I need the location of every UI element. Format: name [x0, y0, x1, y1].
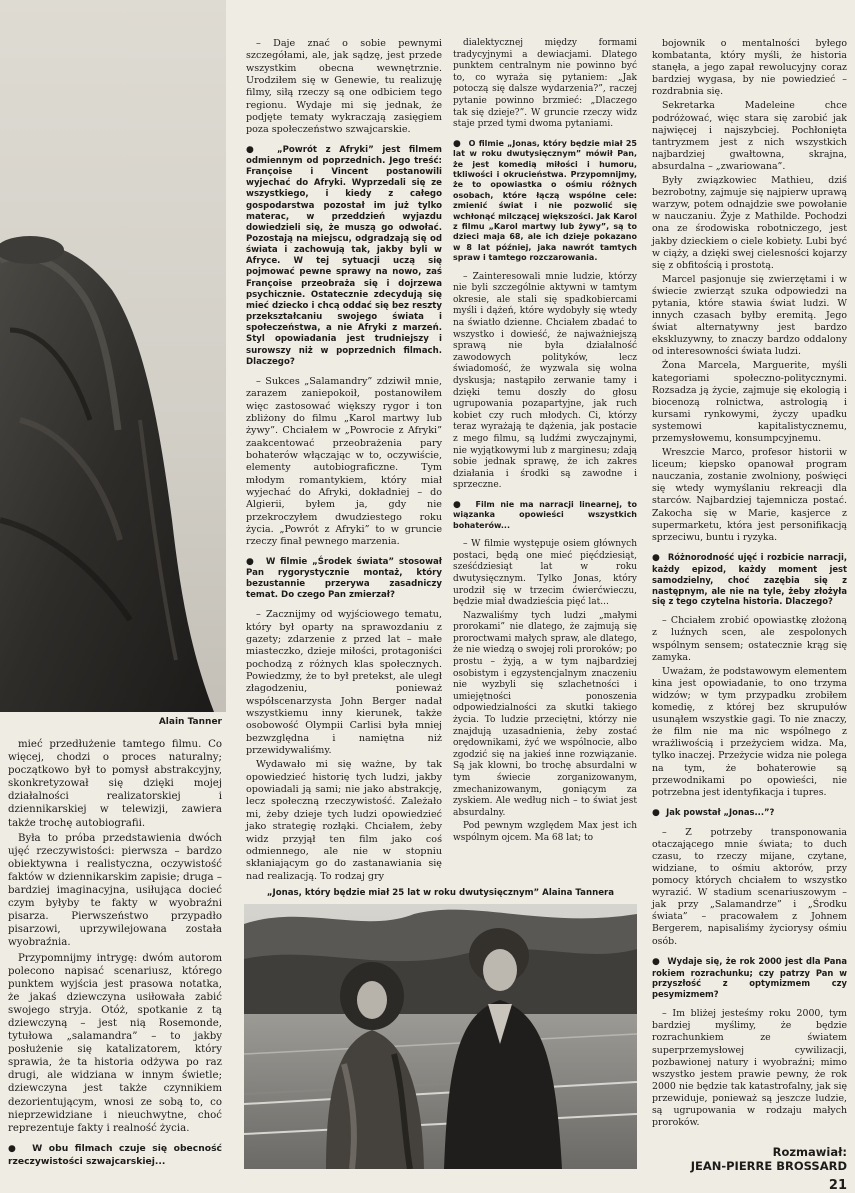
- signature-name: JEAN-PIERRE BROSSARD: [690, 1159, 847, 1173]
- still-caption: „Jonas, który będzie miał 25 lat w roku dwutysięcznym” Alaina Tannera: [266, 888, 615, 898]
- interview-paragraph: – Zainteresowali mnie ludzie, którzy nie byli szczególnie aktywni w tamtym okresie, ale stali się spadkobiercami myśli i dążeń, które wydobyły się wtedy na światło dzienne. Chciałem zbadać to wszystko i dowieść, że najważniejszą sprawą nie była działalność zawodowych polityków, lecz świadomość, że wyzwala się wolna dyskusja; nastąpiło zerwanie tamy i dzięki temu doszły do głosu ugrupowania pozapartyjne, jak ruch kobiet czy ruch młodych. Ci, którzy teraz wyrażają te dążenia, jak postacie z mego filmu, są ludźmi zwyczajnymi, nie wyjątkowymi lub z marginesu; zdają sobie jednak sprawę, że ich zakres działania i środki są zawodne i sprzeczne.: [453, 271, 637, 491]
- interview-paragraph: Były związkowiec Mathieu, dziś bezrobotny, zajmuje się najpierw uprawą warzyw, potem odnajdzie swe powołanie w nauczaniu. Żyje z Mathilde. Pochodzi ona ze środowiska robotniczego, jest jakby dzieckiem o ciele kobiety. Lubi być w ciąży, a dzięki swej cielesności kojarzy się z obfitością i prostotą.: [652, 175, 847, 271]
- interview-paragraph: Wreszcie Marco, profesor historii w liceum; kiepsko opanował program nauczania, zostanie zwolniony, poświęci się wtedy wymyślaniu rekreacji dla starców. Najbardziej tajemnicza postać. Zakocha się w Marie, kasjerce z supermarketu, która jest personifikacją sprzeciwu, buntu i ryzyka.: [652, 447, 847, 543]
- interview-question: ● Różnorodność ujęć i rozbicie narracji, każdy epizod, każdy moment jest samodzielny, choć zazębia się z następnym, ale nie na tyle, żeby złożyła się z tego czytelna historia. Dlaczego?: [652, 552, 847, 608]
- interview-paragraph: – W filmie występuje osiem głównych postaci, będą one mieć pięćdziesiąt, sześćdziesiąt lat w roku dwutysięcznym. Tylko Jonas, który urodził się w trzecim ćwierćwieczu, będzie miał dwadzieścia pięć lat...: [453, 539, 637, 608]
- text-column-4: [652, 38, 847, 1129]
- interview-paragraph: dialektycznej między formami tradycyjnymi a dewiacjami. Dlatego punktem centralnym nie powinno być to, co wyraża się pytaniem: „Jak potoczą się dalsze wydarzenia?”, raczej pytanie powinno brzmieć: „Dlaczego tak się dzieje?”. W gruncie rzeczy widz staje przed tymi dwoma pytaniami.: [453, 38, 637, 130]
- interview-paragraph: Pod pewnym względem Max jest ich wspólnym ojcem. Ma 68 lat; to: [453, 821, 637, 843]
- film-still-photo: [244, 904, 637, 1169]
- portrait-photo: [0, 0, 226, 712]
- interviewer-signature: [652, 1145, 847, 1173]
- interview-paragraph: Nazwaliśmy tych ludzi „małymi prorokami” nie dlatego, że zajmują się proroctwami małych spraw, ale dlatego, że nie wiedzą o swojej roli proroków; po prostu – żyją, a w tym najbardziej osobistym i egzystencjalnym znaczeniu nie wyzbyli się szlachetności i umiejętności ponoszenia odpowiedzialności za skutki takiego życia. To ludzie przeciętni, którzy nie znajdują uzasadnienia, żeby zostać orędownikami, żyć we wspólnocie, albo zgodzić się na jakieś inne rozwiązanie. Są jak klowni, bo trochę absurdalni w tym świecie zorganizowanym, zmechanizowanym, goniącym za zyskiem. Ale według nich – to świat jest absurdalny.: [453, 610, 637, 818]
- interview-paragraph: Wydawało mi się ważne, by tak opowiedzieć historię tych ludzi, jakby opowiadali ją sami; nie jako abstrakcję, lecz społeczną rzeczywistość. Zależało mi, żeby dzieje tych ludzi opowiedzieć jako strategię rozłąki. Chciałem, żeby widz przyjął ten film jako coś odmiennego, ale nie w stopniu skłaniającym go do zastanawiania się nad realizacją. To rodzaj gry: [246, 759, 442, 882]
- interview-paragraph: – Im bliżej jesteśmy roku 2000, tym bardziej myślimy, że będzie rozrachunkiem ze światem superprzemysłowej cywilizacji, pozbawionej natury i wyobraźni; mimo wszystko jestem prawie pewny, że rok 2000 nie będzie tak katastrofalny, jak się przewiduje, ponieważ są jeszcze ludzie, są ugrupowania w rodzaju małych proroków.: [652, 1008, 847, 1129]
- text-column-3: [453, 38, 637, 845]
- interview-question: ● „Powrót z Afryki” jest filmem odmiennym od poprzednich. Jego treść: Françoise i Vincent postanowili wyjechać do Afryki. Wyprzedali się ze wszystkiego, i kiedy z całego gospodarstwa pozostał im już tylko materac, w przeddzień wyjazdu dowiedzieli się, że muszą go odwołać. Pozostają na miejscu, odgradzają się od świata i zachowują tak, jakby byli w Afryce. W tej sytuacji uczą się pojmować pewne sprawy na nowo, zaś Françoise przeobraża się i dojrzewa psychicznie. Ostatecznie zdecydują się mieć dziecko i chcą oddać się bez reszty przekształcaniu swojego świata i społeczeństwa, a nie Afryki z marzeń. Styl opowiadania jest trudniejszy i surowszy niż w poprzednich filmach. Dlaczego?: [246, 145, 442, 368]
- film-still-image: [244, 904, 637, 1169]
- interview-paragraph: mieć przedłużenie tamtego filmu. Co więcej, chodzi o proces naturalny; początkowo był to pomysł abstrakcyjny, skonkretyzował się dzięki mojej działalności realizatorskiej i dziennikarskiej w telewizji, zawiera także trochę autobiografii.: [8, 739, 222, 829]
- text-column-1: [8, 738, 222, 1176]
- interview-paragraph: – Zacznijmy od wyjściowego tematu, który był oparty na sprawozdaniu z gazety; zdarzenie z przed lat – małe miasteczko, dzieje miłości, protagoniści pochodzą z różnych klas społecznych. Powiedzmy, że to był pretekst, ale uległ złagodzeniu, ponieważ współscenarzysta John Berger nadał wszystkiemu inny kierunek, także osobowość Olympii Carlisi była mniej bezwzględna i namiętna niż przewidywaliśmy.: [246, 609, 442, 757]
- interview-question: ● Wydaje się, że rok 2000 jest dla Pana rokiem rozrachunku; czy patrzy Pan w przyszłość z optymizmem czy pesymizmem?: [652, 956, 847, 1001]
- interview-paragraph: – Daje znać o sobie pewnymi szczegółami, ale, jak sądzę, jest przede wszystkim obecna wewnętrznie. Urodziłem się w Genewie, tu realizuję filmy, siłą rzeczy są one odbiciem tego regionu. Wydaje mi się jednak, że podjęte tematy wykraczają zasięgiem poza społeczeństwo szwajcarskie.: [246, 38, 442, 136]
- interview-paragraph: Sekretarka Madeleine chce podróżować, więc stara się zarobić jak najwięcej i najszybciej. Pochłonięta tantryzmem jest z nich wszystkich najbardziej gwałtowna, skrajna, absurdalna – „zwariowana”.: [652, 100, 847, 172]
- interview-paragraph: – Sukces „Salamandry” zdziwił mnie, zarazem zaniepokoił, postanowiłem więc zastosować większy rygor i ton zbliżony do filmu „Karol martwy lub żywy”. Chciałem w „Powrocie z Afryki” zaakcentować przeobrażenia pary bohaterów włączając w to, oczywiście, elementy autobiograficzne. Tym młodym romantykiem, który miał wyjechać do Afryki, dokładniej – do Algierii, byłem ja, gdy nie przekroczyłem dwudziestego roku życia. „Powrót z Afryki” to w gruncie rzeczy finał pewnego marzenia.: [246, 375, 442, 548]
- interview-paragraph: Żona Marcela, Marguerite, myśli kategoriami społeczno-politycznymi. Rozsadza ją życie, zajmuje się ekologią i biocenozą rolnictwa, astrologią i kursami rynkowymi, życzy upadku systemowi kapitalistycznemu, przemysłowemu, konsumpcyjnemu.: [652, 360, 847, 444]
- interview-paragraph: – Chciałem zrobić opowiastkę złożoną z luźnych scen, ale zespolonych wspólnym sensem; ostatecznie krąg się zamyka.: [652, 615, 847, 663]
- interview-paragraph: – Z potrzeby transponowania otaczającego mnie świata; to duch czasu, to rzeczy mijane, czytane, widziane, to ośmiu aktorów, przy pomocy których chciałem to wszystko wyrazić. W stadium scenariuszowym – jak przy „Salamandrze” i „Środku świata” – pracowałem z Johnem Bergerem, napisaliśmy życiorysy ośmiu osób.: [652, 826, 847, 947]
- interview-question: ● W filmie „Środek świata” stosował Pan rygorystycznie montaż, który bezustannie przerywa zasadniczy temat. Do czego Pan zmierzał?: [246, 557, 442, 602]
- interview-paragraph: Marcel pasjonuje się zwierzętami i w świecie zwierząt szuka odpowiedzi na pytania, które stawia świat ludzi. W innych czasach byłby eremitą. Jego świat alternatywny jest bardzo ekskluzywny, to znaczy bardzo oddalony od interesowności świata ludzi.: [652, 273, 847, 358]
- interview-paragraph: Przypomnijmy intrygę: dwóm autorom polecono napisać scenariusz, którego punktem wyjścia jest prasowa notatka, że jakaś dziewczyna usiłowała zabić swojego stryja. Otóż, spotkanie z tą dziewczyną – jest nią Rosemonde, tytułowa „salamandra” – to jakby posłużenie się katalizatorem, który sprawia, że ta historia odżywa po raz drugi, ale widziana w innym świetle; dziewczyna jest także czynnikiem dezorientującym, wnosi ze sobą to, co nieprzewidziane i nieuchwytne, choć reprezentuje fakty i realność życia.: [8, 952, 222, 1134]
- interview-paragraph: bojownik o mentalności byłego kombatanta, który myśli, że historia stanęła, a jego zapał rewolucyjny coraz bardziej wygasa, by nie powiedzieć – rozdrabnia się.: [652, 38, 847, 98]
- interview-paragraph: Była to próba przedstawienia dwóch ujęć rzeczywistości: pierwsza – bardzo obiektywna i realistyczna, oczywistość faktów w dziennikarskim zapisie; druga – bardziej imaginacyjna, usiłująca docieć czym byłyby te fakty w wyobraźni pisarza. Pierwszeństwo przypadło pisarzowi, uprzywilejowana została wyobraźnia.: [8, 832, 222, 949]
- portrait-credit: Alain Tanner: [158, 717, 222, 727]
- text-column-2: [246, 38, 442, 883]
- interview-question: ● Jak powstał „Jonas...”?: [652, 807, 847, 819]
- interview-question: ● O filmie „Jonas, który będzie miał 25 lat w roku dwutysięcznym” mówił Pan, że jest komedią miłości i humoru, tkliwości i okrucieństwa. Przypomnijmy, że to opowiastka o ośmiu różnych osobach, które łączą wspólne cele: zmienić świat i nie pozwolić się wchłonąć milczącej większości. Jak Karol z filmu „Karol martwy lub żywy”, są to dzieci maja 68, ale ich dzieje pokazano w 8 lat później, jaka nawrót tamtych spraw i tamtego rozczarowania.: [453, 139, 637, 264]
- signature-label: Rozmawiał:: [772, 1145, 847, 1159]
- interview-question: ● Film nie ma narracji linearnej, to wiązanka opowieści wszystkich bohaterów...: [453, 500, 637, 531]
- interview-question: ● W obu filmach czuje się obecność rzeczywistości szwajcarskiej...: [8, 1143, 222, 1168]
- portrait-image: [0, 0, 226, 712]
- page-number: 21: [828, 1178, 847, 1193]
- interview-paragraph: Uważam, że podstawowym elementem kina jest opowiadanie, to ono trzyma widzów; w tym przypadku zrobiłem komedię, z której bez skrupułów usunąłem wszystkie gagi. To nie znaczy, że film nie ma nic wspólnego z wrażliwością i przeżyciem widza. Ma, tylko inaczej. Przeżycie widza nie polega na tym, że bohaterowie są przewodnikami po opowieści, nie potrzebna jest identyfikacja i tupres.: [652, 665, 847, 798]
